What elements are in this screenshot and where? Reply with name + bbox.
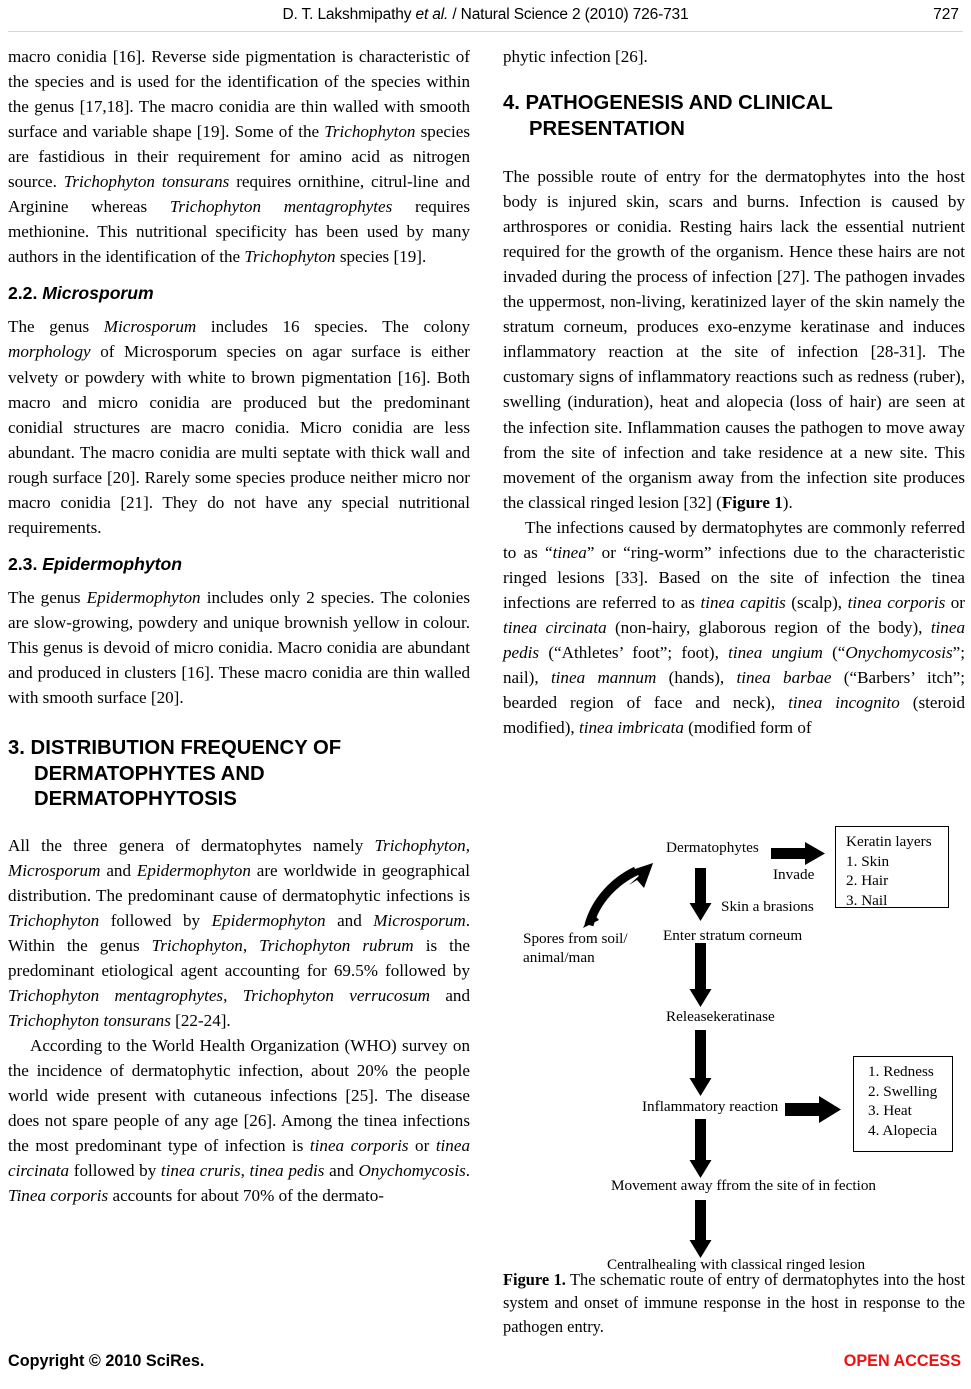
text-run: includes 16 species. The colony (196, 317, 470, 337)
species-name: Epidermophyton (211, 910, 326, 930)
text-run: species are fastidious in their requirement for amino acid as nitrogen source. (8, 122, 470, 192)
text-run: and (429, 985, 471, 1005)
symptoms-box-item-2: 2. Swelling (868, 1082, 938, 1100)
species-name: Microsporum (103, 317, 197, 337)
text-run: . Within the genus (8, 910, 470, 955)
paragraph-carryover: phytic infection [26]. (503, 47, 648, 66)
flow-arrow-dermatophytes-to-stratum (690, 868, 712, 921)
figure-reference: Figure 1 (721, 492, 783, 512)
open-access-badge: OPEN ACCESS (843, 1352, 961, 1370)
heading-2-3 (8, 553, 470, 576)
right-column (503, 44, 965, 740)
symptoms-box (853, 1056, 953, 1152)
heading-text: Epidermophyton (42, 553, 183, 574)
text-run: ). (782, 492, 793, 512)
text-run: (hands), (656, 667, 737, 687)
heading-3: 3. DISTRIBUTION FREQUENCY OF DERMATOPHYTES AND DERMATOPHYTOSIS (8, 737, 342, 811)
text-run: The genus (8, 587, 87, 607)
term: tinea (552, 542, 587, 562)
text-run: (“Athletes’ foot”; foot), (539, 642, 729, 662)
node-movement-away: Movement away ffrom the site of in fection (611, 1177, 877, 1194)
text-run: requires ornithine, citrul-line and Arginine whereas (8, 172, 470, 217)
term: tinea barbae (736, 667, 832, 687)
flow-arrow-stratum-to-keratinase (690, 943, 712, 1007)
text-run: are worldwide in geographical distribution. The predominant cause of dermatophytic infections is (8, 860, 471, 905)
text-run: ” or “ring-worm” infections due to the characteristic ringed lesions [33]. Based on the site of infection the tinea infections are referred to as (503, 542, 965, 612)
term: tinea incognito (788, 693, 900, 713)
invade-arrow (771, 842, 825, 865)
symptoms-box-item-3: 3. Heat (868, 1102, 912, 1120)
species-name: Onychomycosis (358, 1161, 466, 1181)
text-run: , (465, 835, 470, 855)
species-name: Tinea corporis (8, 1186, 109, 1206)
text-run: or (408, 1136, 436, 1156)
term: tinea ungium (728, 642, 823, 662)
copyright-notice: Copyright © 2010 SciRes. (8, 1352, 205, 1370)
term: tinea corporis (847, 592, 946, 612)
flow-arrow-inflammatory-to-movement (690, 1119, 712, 1178)
flow-arrow-movement-to-healing (690, 1200, 712, 1258)
species-name: Microsporum (373, 910, 466, 930)
text-run: accounts for about 70% of the dermato- (108, 1186, 384, 1206)
text-run: According to the World Health Organization (WHO) survey on the incidence of dermatophytic infection, about 20% the people world wide present with cutaneous infections [25]. The disease does not spare people of any age [26]. Among the tinea infections the most predominant type of infection is (8, 1035, 470, 1156)
flow-arrow-keratinase-to-inflammatory (690, 1030, 712, 1096)
paragraph-who (8, 1033, 470, 1208)
figure-1 (503, 808, 971, 1273)
figure-caption-text: The schematic route of entry of dermatophytes into the host system and onset of immune response in the host in response to the pathogen entry. (503, 1270, 965, 1336)
term: tinea pedis (503, 617, 965, 662)
species-name: Microsporum (8, 860, 101, 880)
keratin-box-title: Keratin layers (846, 833, 932, 850)
text-run: of Microsporum species on agar surface is either velvety or powdery with white to brown pigmentation [16]. Both macro and micro conidia are produced but the predominant conidial structures are macro conidia. Micro conidia are less abundant. The macro conidia are multi septate with thick wall and rough surface [20]. Rarely some species produce neither micro nor macro conidia [21]. They do not have any special nutritional requirements. (8, 342, 470, 537)
term: tinea capitis (700, 592, 786, 612)
running-header-title (0, 6, 971, 24)
text-run: , (223, 985, 243, 1005)
label-invade: Invade (773, 866, 815, 883)
term: tinea imbricata (578, 718, 684, 738)
species-name: Trichophyton mentagrophytes (8, 985, 224, 1005)
text-run: followed by (99, 910, 212, 930)
species-name: Trichophyton (244, 247, 336, 267)
node-enter-stratum: Enter stratum corneum (663, 927, 803, 944)
header-authors: D. T. Lakshmipathy (282, 6, 412, 23)
emphasis: morphology (8, 342, 91, 362)
species-name: Trichophyton mentagrophytes (169, 197, 393, 217)
text-run: macro conidia [16]. Reverse side pigmentation is characteristic of the species and is used for the identification of the species within the genus [17,18]. The macro conidia are thin walled with smooth surface and variable shape [19]. Some of the (8, 47, 470, 142)
paragraph-pathogenesis (503, 164, 965, 515)
term: tinea circinata (503, 617, 607, 637)
species-name: tinea circinata (8, 1136, 470, 1181)
node-dermatophytes: Dermatophytes (666, 839, 759, 856)
text-run: includes only 2 species. The colonies are slow-growing, powdery and unique brownish yellow in colour. This genus is devoid of micro conidia. Macro conidia are abundant and produced in clusters [16]. These macro conidia are thin walled with smooth surface [20]. (8, 587, 470, 708)
spores-curved-arrow (583, 863, 653, 928)
text-run: and (325, 910, 374, 930)
species-name: tinea pedis (249, 1161, 325, 1181)
figure-caption (503, 1268, 965, 1338)
heading-4: 4. PATHOGENESIS AND CLINICAL PRESENTATION (503, 92, 833, 140)
label-skin-abrasions: Skin a brasions (721, 898, 814, 915)
text-run: The possible route of entry for the dermatophytes into the host body is injured skin, scars and burns. Infection is caused by arthrospores or conidia. Resting hairs lack the essential nutrient required for the growth of the organism. Hence these hairs are not invaded during the process of infection [27]. The pathogen invades the uppermost, non-living, keratinized layer of the skin namely the stratum corneum, produces exo-enzyme keratinase and induces inflammatory reaction at the site of infection [28-31]. The customary signs of inflammatory reactions such as redness (ruber), swelling (induration), heat and alopecia (loss of hair) are seen at the infection site. Inflammation causes the pathogen to move away from the site of infection and take residence at a new site. This movement of the organism away from the infection site produces the classical ringed lesion [32] ( (503, 167, 965, 512)
symptoms-arrow (785, 1096, 841, 1123)
text-run: All the three genera of dermatophytes namely (8, 835, 375, 855)
text-run: , (242, 935, 260, 955)
species-name: tinea cruris (160, 1161, 241, 1181)
species-name: tinea corporis (309, 1136, 409, 1156)
keratin-box-item-1: 1. Skin (846, 852, 890, 870)
header-divider (8, 31, 963, 32)
node-release-keratinase: Releasekeratinase (666, 1008, 775, 1025)
header-journal: / Natural Science 2 (2010) 726-731 (448, 6, 689, 23)
text-run: requires methionine. This nutritional specificity has been used by many authors in the identification of the (8, 197, 471, 267)
heading-number: 2.3. (8, 553, 43, 574)
text-run: The genus (8, 317, 104, 337)
symptoms-box-item-1: 1. Redness (868, 1063, 934, 1080)
node-inflammatory-reaction: Inflammatory reaction (642, 1098, 779, 1115)
figure-caption-label: Figure 1. (503, 1270, 566, 1289)
left-column (8, 44, 470, 1208)
species-name: Trichophyton verrucosum (242, 985, 430, 1005)
page-number: 727 (933, 6, 959, 23)
text-run: (scalp), (785, 592, 848, 612)
keratin-box-item-2: 2. Hair (846, 872, 889, 890)
species-name: Trichophyton (151, 935, 243, 955)
heading-number: 2.2. (8, 283, 43, 304)
paragraph-microsporum (8, 314, 470, 539)
heading-text: Microsporum (42, 283, 154, 304)
text-run: . (465, 1161, 471, 1181)
text-run: and (324, 1161, 359, 1181)
text-run: (modified form of (683, 718, 812, 738)
paragraph-epidermophyton (8, 585, 470, 710)
paragraph-continuation (8, 44, 470, 269)
species-name: Trichophyton (324, 122, 416, 142)
keratin-layers-box (835, 826, 949, 908)
page-footer (0, 1352, 971, 1382)
text-run: and (100, 860, 137, 880)
text-run: , (240, 1161, 250, 1181)
text-run: followed by (69, 1161, 161, 1181)
species-name: Trichophyton (374, 835, 466, 855)
text-run: is the predominant etiological agent accounting for 69.5% followed by (8, 935, 471, 980)
text-run: (“ (822, 642, 846, 662)
node-spores-line1: Spores from soil/ (523, 930, 628, 947)
text-run: [22-24]. (170, 1010, 231, 1030)
text-run: or (945, 592, 965, 612)
species-name: Trichophyton (8, 910, 100, 930)
symptoms-box-item-4: 4. Alopecia (868, 1121, 938, 1139)
paragraph-tinea-types (503, 515, 965, 740)
heading-2-2 (8, 282, 470, 305)
term: tinea mannum (550, 667, 657, 687)
species-name: Epidermophyton (136, 860, 251, 880)
keratin-box-item-3: 3. Nail (846, 891, 888, 909)
node-central-healing: Centralhealing with classical ringed lesion (607, 1256, 866, 1273)
text-run: ”; nail), (503, 642, 965, 687)
term: Onychomycosis (845, 642, 953, 662)
text-run: species [19]. (335, 247, 427, 267)
species-name: Trichophyton rubrum (259, 935, 414, 955)
text-run: (non-hairy, glaborous region of the body), (606, 617, 931, 637)
text-run: (steroid modified), (503, 693, 965, 738)
species-name: Trichophyton tonsurans (63, 172, 230, 192)
text-run: The infections caused by dermatophytes are commonly referred to as “ (503, 517, 965, 562)
species-name: Trichophyton tonsurans (8, 1010, 171, 1030)
node-spores-line2: animal/man (523, 949, 595, 966)
paragraph-distribution (8, 833, 470, 1033)
running-header (0, 6, 971, 32)
text-run: (“Barbers’ itch”; bearded region of face and neck), (503, 667, 965, 713)
header-etal: et al. (415, 6, 449, 23)
species-name: Epidermophyton (86, 587, 201, 607)
